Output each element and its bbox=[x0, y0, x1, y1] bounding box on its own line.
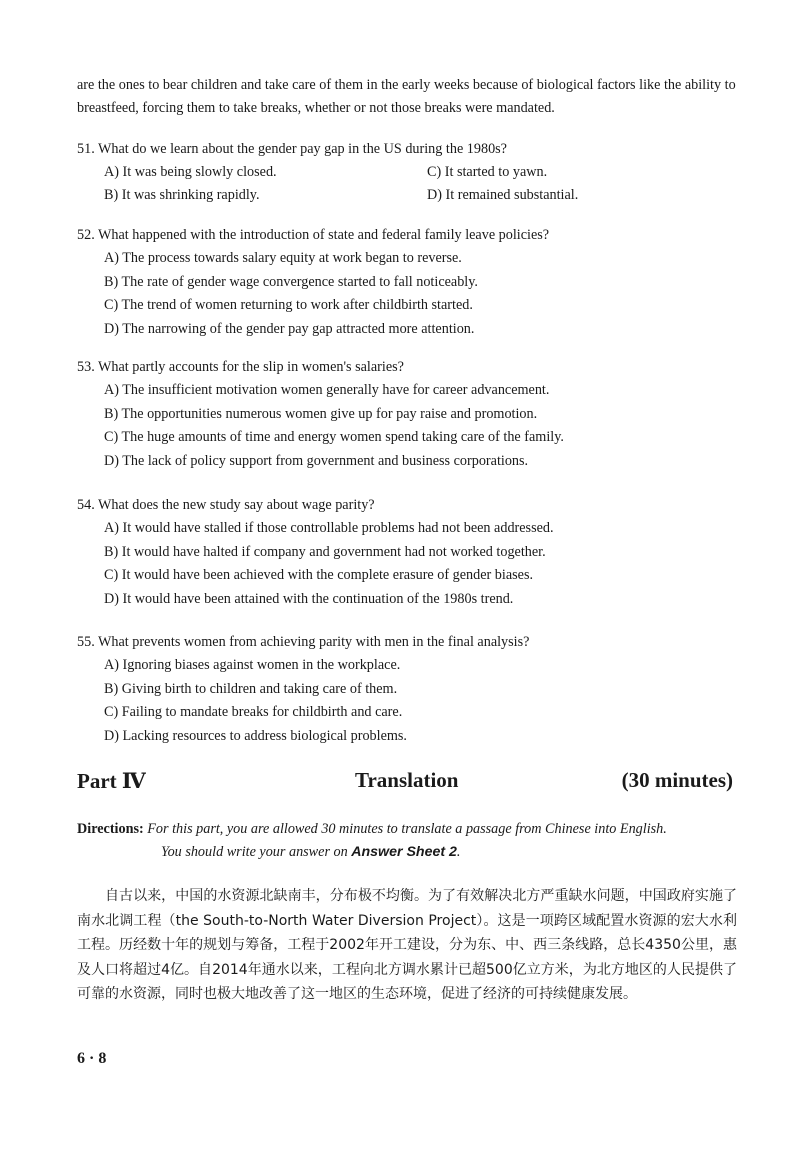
option-a[interactable]: A) The process towards salary equity at work began to reverse. bbox=[104, 250, 462, 266]
question-55 bbox=[77, 631, 737, 748]
part-header bbox=[77, 768, 733, 796]
answer-sheet-ref: Answer Sheet 2 bbox=[351, 844, 457, 860]
option-a[interactable]: A) It was being slowly closed. bbox=[104, 164, 277, 180]
directions-text: For this part, you are allowed 30 minutes to translate a passage from Chinese into English. bbox=[147, 821, 667, 837]
part-title: Translation bbox=[355, 768, 459, 792]
option-a[interactable]: A) The insufficient motivation women generally have for career advancement. bbox=[104, 382, 550, 398]
question-stem: 51. What do we learn about the gender pay gap in the US during the 1980s? bbox=[77, 141, 507, 157]
option-d[interactable]: D) The lack of policy support from government and business corporations. bbox=[104, 452, 529, 469]
option-b[interactable]: B) It was shrinking rapidly. bbox=[104, 187, 260, 203]
question-stem: 55. What prevents women from achieving parity with men in the final analysis? bbox=[77, 634, 530, 650]
option-a[interactable]: A) Ignoring biases against women in the workplace. bbox=[104, 657, 401, 673]
question-51 bbox=[77, 138, 737, 207]
option-row bbox=[77, 184, 737, 207]
directions-text-2: You should write your answer on bbox=[161, 844, 352, 860]
option-c[interactable]: C) It started to yawn. bbox=[427, 164, 548, 180]
option-d[interactable]: D) The narrowing of the gender pay gap attracted more attention. bbox=[104, 320, 475, 337]
option-c[interactable]: C) It would have been achieved with the complete erasure of gender biases. bbox=[104, 567, 534, 583]
option-d[interactable]: D) Lacking resources to address biological problems. bbox=[104, 727, 407, 744]
directions bbox=[77, 818, 737, 864]
option-b[interactable]: B) It would have halted if company and government had not worked together. bbox=[104, 543, 546, 560]
page-number: 6 · 8 bbox=[77, 1050, 107, 1067]
option-a[interactable]: A) It would have stalled if those controllable problems had not been addressed. bbox=[104, 520, 554, 536]
passage-continuation: are the ones to bear children and take care of them in the early weeks because of biological factors like the ability to breastfeed, forcing them to take breaks, whether or not those breaks were mandated. bbox=[77, 77, 736, 116]
question-stem: 53. What partly accounts for the slip in women's salaries? bbox=[77, 359, 404, 375]
directions-label: Directions: bbox=[77, 821, 144, 837]
directions-end: . bbox=[456, 844, 461, 860]
part-time: (30 minutes) bbox=[621, 768, 733, 792]
option-b[interactable]: B) Giving birth to children and taking care of them. bbox=[104, 680, 398, 697]
option-c[interactable]: C) The trend of women returning to work after childbirth started. bbox=[104, 297, 473, 313]
option-b[interactable]: B) The opportunities numerous women give up for pay raise and promotion. bbox=[104, 405, 538, 422]
option-d[interactable]: D) It remained substantial. bbox=[427, 187, 579, 203]
translation-passage: 自古以来，中国的水资源北缺南丰，分布极不均衡。为了有效解决北方严重缺水问题，中国政府实施了南水北调工程（the South-to-North Water Diversion Project）。这是一项跨区域配置水资源的宏大水利工程。历经数十年的规划与筹备，工程于2002年开工建设，分为东、中、西三条线路，总长4350公里，惠及人口将超过4亿。自2014年通水以来，工程向北方调水累计已超500亿立方米，为北方地区的人民提供了可靠的水资源，同时也极大地改善了这一地区的生态环境，促进了经济的可持续健康发展。 bbox=[77, 888, 737, 1002]
question-52 bbox=[77, 224, 737, 341]
question-stem: 54. What does the new study say about wage parity? bbox=[77, 497, 375, 513]
part-label: Part Ⅳ bbox=[77, 769, 146, 793]
option-d[interactable]: D) It would have been attained with the continuation of the 1980s trend. bbox=[104, 590, 514, 607]
question-53 bbox=[77, 356, 737, 473]
option-row bbox=[77, 161, 737, 184]
option-c[interactable]: C) Failing to mandate breaks for childbirth and care. bbox=[104, 704, 403, 720]
option-c[interactable]: C) The huge amounts of time and energy women spend taking care of the family. bbox=[104, 429, 564, 445]
question-stem: 52. What happened with the introduction of state and federal family leave policies? bbox=[77, 227, 550, 243]
question-54 bbox=[77, 494, 737, 611]
option-b[interactable]: B) The rate of gender wage convergence started to fall noticeably. bbox=[104, 273, 478, 290]
